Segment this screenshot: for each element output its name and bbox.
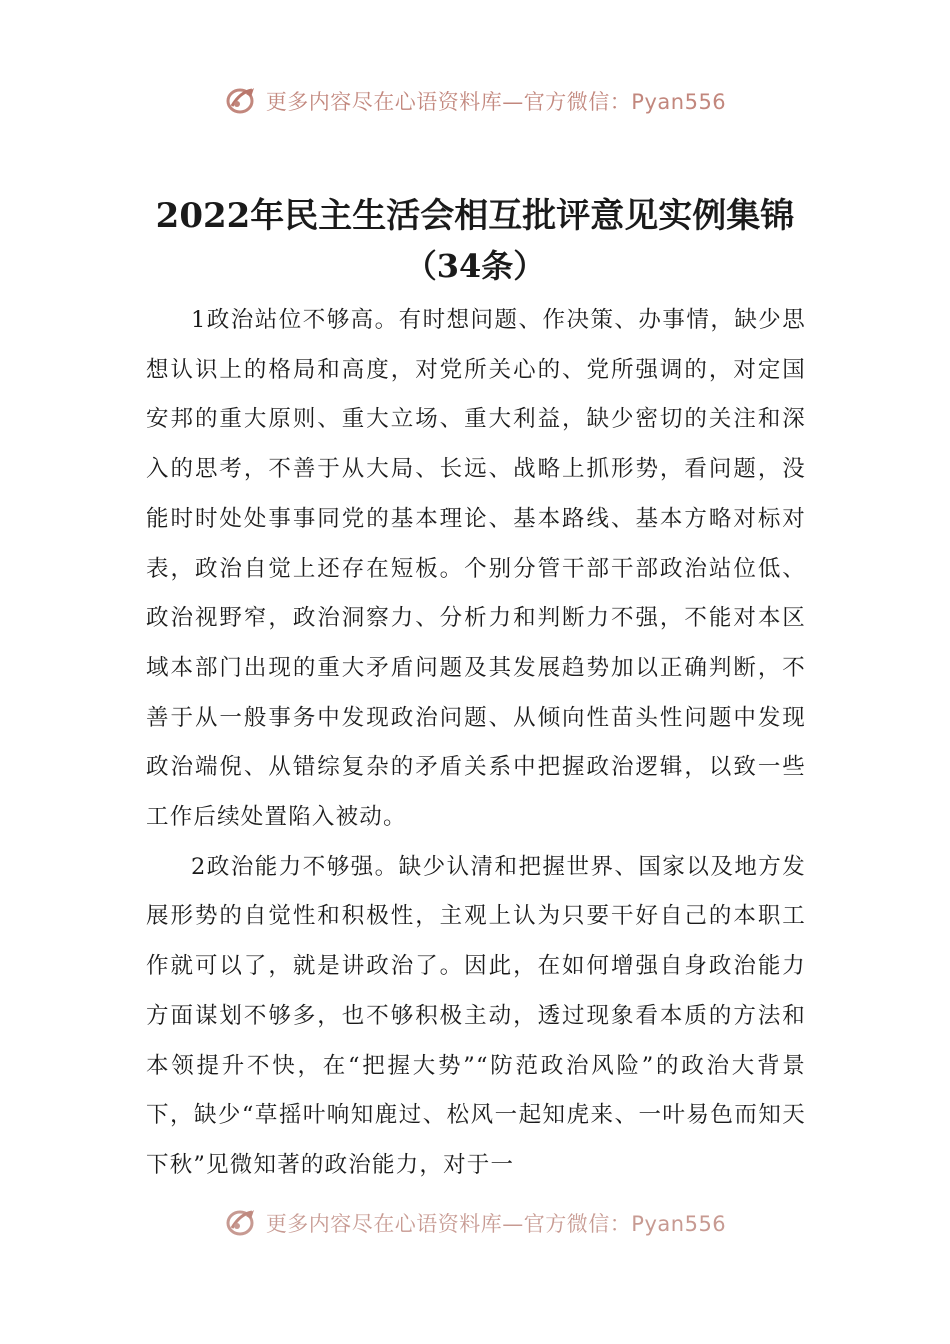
header-watermark <box>0 84 950 118</box>
document-body <box>146 296 806 1191</box>
document-subtitle: （34条） <box>404 247 546 285</box>
document-title: 2022年民主生活会相互批评意见实例集锦 <box>155 196 795 236</box>
pen-swirl-logo-icon <box>224 1206 258 1240</box>
paragraph-2: 2政治能力不够强。缺少认清和把握世界、国家以及地方发展形势的自觉性和积极性，主观上认为只要干好自己的本职工作就可以了，就是讲政治了。因此，在如何增强自身政治能力方面谋划不够多，也不够积极主动，透过现象看本质的方法和本领提升不快，在“把握大势”“防范政治风险”的政治大背景下，缺少“草摇叶响知鹿过、松风一起知虎来、一叶易色而知天下秋”见微知著的政治能力，对于一 <box>146 853 806 1178</box>
watermark-text: 更多内容尽在心语资料库—官方微信：Pyan556 <box>265 1212 727 1236</box>
pen-swirl-logo-icon <box>224 84 258 118</box>
footer-watermark <box>0 1206 950 1240</box>
paragraph-1: 1政治站位不够高。有时想问题、作决策、办事情，缺少思想认识上的格局和高度，对党所关心的、党所强调的，对定国安邦的重大原则、重大立场、重大利益，缺少密切的关注和深入的思考，不善于从大局、长远、战略上抓形势，看问题，没能时时处处事事同党的基本理论、基本路线、基本方略对标对表，政治自觉上还存在短板。个别分管干部干部政治站位低、政治视野窄，政治洞察力、分析力和判断力不强，不能对本区域本部门出现的重大矛盾问题及其发展趋势加以正确判断，不善于从一般事务中发现政治问题、从倾向性苗头性问题中发现政治端倪、从错综复杂的矛盾关系中把握政治逻辑，以致一些工作后续处置陷入被动。 <box>146 307 806 831</box>
watermark-text: 更多内容尽在心语资料库—官方微信：Pyan556 <box>265 90 727 114</box>
